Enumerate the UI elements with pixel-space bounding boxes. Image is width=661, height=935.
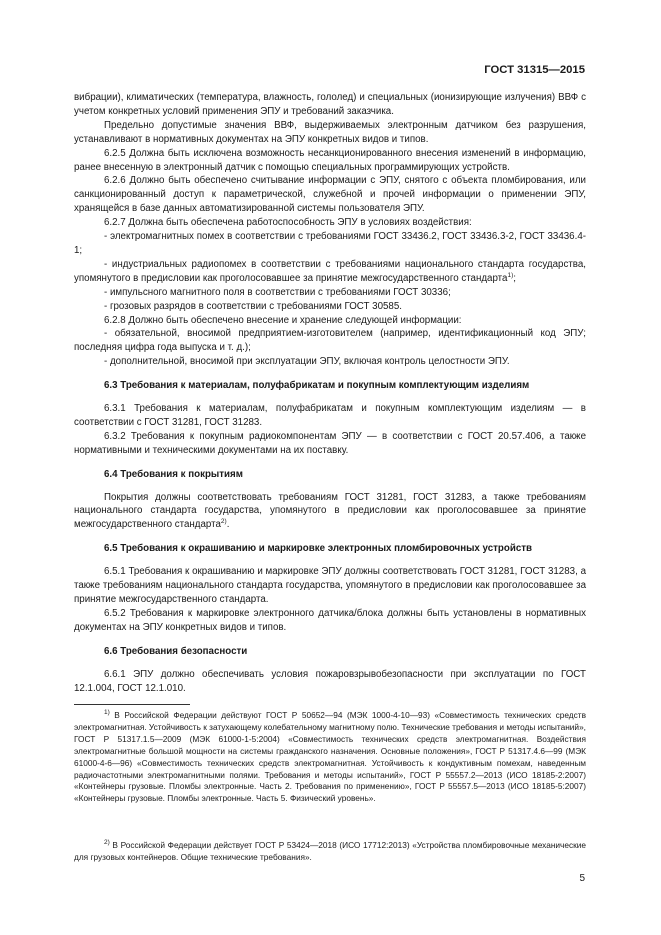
section-heading-6-5: 6.5 Требования к окрашиванию и маркировке электронных пломбировочных устройств: [104, 543, 533, 555]
section-heading-6-4: 6.4 Требования к покрытиям: [104, 468, 243, 480]
footnote-text: В Российской Федерации действуют ГОСТ Р 50652—94 (МЭК 1000-4-10—93) «Совместимость технических средств электромагнитная. Устойчивость к затухающему колебательному магнитному полю. Технические требования и методы испытаний», ГОСТ Р 51317.1.5—2009 (МЭК 61000-1-5:2004) «Совместимость технических средств электромагнитная. Воздействия электромагнитные большой мощности на системы гражданского назначения. Основные положения», ГОСТ Р 51317.4.6—99 (МЭК 61000-4-6—96) «Совместимость технических средств электромагнитная. Устойчивость к кондуктивным помехам, наведенным радиочастотными электромагнитными полями. Требования и методы испытаний», ГОСТ Р 55557.2—2013 (ИСО 18185-2:2007) «Контейнеры грузовые. Пломбы электронные. Часть 2. Требования по применению», ГОСТ Р 55557.5—2013 (ИСО 18185-5:2007) «Контейнеры грузовые. Пломбы электронные. Часть 5. Физический уровень».: [74, 710, 586, 804]
punctuation: ;: [513, 272, 516, 284]
list-item: - грозовых разрядов в соответствии с требованиями ГОСТ 30585.: [104, 300, 402, 312]
paragraph: [74, 491, 586, 533]
clause-6-3-1: 6.3.1 Требования к материалам, полуфабрикатам и покупным комплектующим изделиям — в соответствии с ГОСТ 31281, ГОСТ 31283.: [74, 403, 586, 428]
clause-6-5-1: 6.5.1 Требования к окрашиванию и маркировке ЭПУ должны соответствовать ГОСТ 31281, ГОСТ 31283, а также требованиям национального стандарта государства, упомянутого в предисловии как проголосовавшее за принятие межгосударственного стандарта.: [74, 566, 586, 605]
section-heading-6-3: 6.3 Требования к материалам, полуфабрикатам и покупным комплектующим изделиям: [104, 380, 530, 392]
footnote-2: [74, 840, 586, 864]
list-item: [74, 258, 586, 286]
main-content: [74, 91, 586, 695]
list-item-text: - индустриальных радиопомех в соответствии с требованиями национального стандарта государства, упомянутого в предисловии как проголосовавшее за принятие межгосударственного стандарта: [74, 258, 586, 284]
clause-6-2-5: 6.2.5 Должна быть исключена возможность несанкционированного внесения изменений в информацию, ранее внесенную в электронный датчик с помощью специальных программирующих устройств.: [74, 147, 586, 173]
footnote-divider: [74, 704, 190, 705]
list-item: - дополнительной, вносимой при эксплуатации ЭПУ, включая контроль целостности ЭПУ.: [104, 356, 510, 368]
list-item: - импульсного магнитного поля в соответствии с требованиями ГОСТ 30336;: [104, 286, 451, 298]
paragraph-continuation: вибрации), климатических (температура, влажность, гололед) и специальных (ионизирующие излучения) ВВФ с учетом конкретных условий применения ЭПУ и требований заказчика.: [74, 92, 586, 117]
document-code-header: ГОСТ 31315—2015: [484, 64, 585, 76]
clause-6-5-2: 6.5.2 Требования к маркировке электронного датчика/блока должны быть установлены в нормативных документах на ЭПУ конкретных видов и типов.: [74, 607, 586, 633]
paragraph: Предельно допустимые значения ВВФ, выдерживаемых электронным датчиком без разрушения, устанавливают в нормативных документах на ЭПУ конкретных видов и типов.: [74, 119, 586, 145]
footnote-ref[interactable]: 2): [220, 518, 227, 526]
clause-6-6-1: 6.6.1 ЭПУ должно обеспечивать условия пожаровзрывобезопасности при эксплуатации по ГОСТ 12.1.004, ГОСТ 12.1.010.: [74, 668, 586, 694]
list-item: - электромагнитных помех в соответствии с требованиями ГОСТ 33436.2, ГОСТ 33436.3-2, ГОСТ 33436.4-1;: [74, 231, 586, 256]
clause-6-2-8: 6.2.8 Должно быть обеспечено внесение и хранение следующей информации:: [104, 314, 462, 326]
punctuation: .: [226, 519, 230, 531]
footnote-ref[interactable]: 1): [507, 271, 514, 279]
list-item: - обязательной, вносимой предприятием-изготовителем (например, идентификационный код ЭПУ; последняя цифра года выпуска и т. д.);: [74, 328, 586, 354]
paragraph-text: Покрытия должны соответствовать требованиям ГОСТ 31281, ГОСТ 31283, а также требованиям национального стандарта государства, упомянутого в предисловии как проголосовавшее за принятие межгосударственного стандарта: [74, 491, 586, 531]
footnote-marker: 2): [104, 839, 110, 846]
page-number: 5: [579, 873, 585, 884]
clause-6-3-2: 6.3.2 Требования к покупным радиокомпонентам ЭПУ — в соответствии с ГОСТ 20.57.406, а также нормативными и техническими документами на их поставку.: [74, 430, 586, 456]
footnote-1: [74, 710, 586, 805]
footnote-text: В Российской Федерации действует ГОСТ Р 53424—2018 (ИСО 17712:2013) «Устройства пломбировочные механические для грузовых контейнеров. Общие технические требования».: [74, 840, 586, 862]
footnote-marker: 1): [104, 709, 110, 716]
section-heading-6-6: 6.6 Требования безопасности: [104, 645, 248, 657]
clause-6-2-7: 6.2.7 Должна быть обеспечена работоспособность ЭПУ в условиях воздействия:: [104, 217, 472, 229]
clause-6-2-6: 6.2.6 Должно быть обеспечено считывание информации с ЭПУ, снятого с объекта пломбирования, или санкционированный доступ к параметрической, служебной и прочей информации о применении ЭПУ, хранящейся в базе данных автоматизированной системы пользователя ЭПУ.: [74, 175, 586, 215]
